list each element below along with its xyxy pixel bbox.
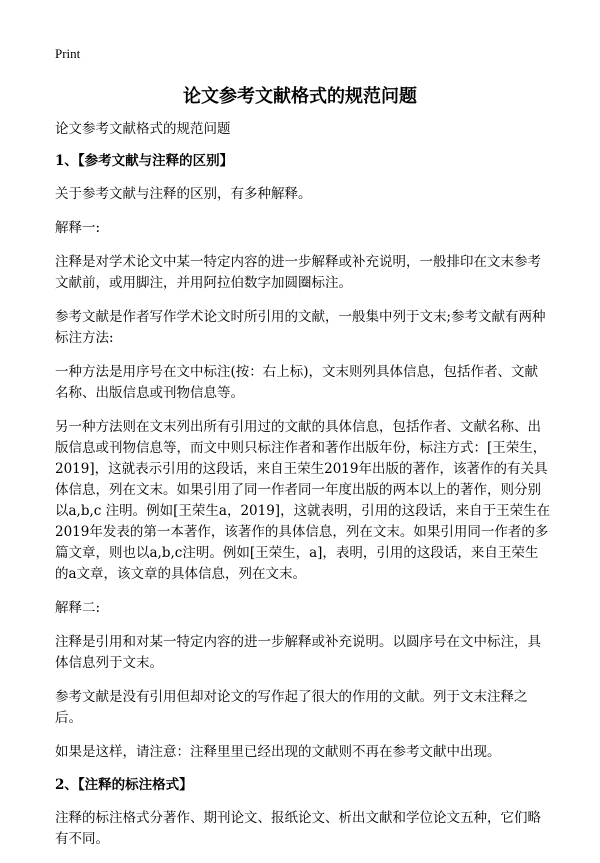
paragraph-reference-definition: 参考文献是作者写作学术论文时所引用的文献，一般集中列于文末;参考文献有两种标注方法: (55, 309, 546, 346)
explanation-label-2: 解释二: (55, 600, 101, 616)
document-body (55, 119, 551, 863)
explanation-label-1: 解释一: (55, 220, 101, 236)
paragraph-note: 如果是这样，请注意：注释里里已经出现的文献则不再在参考文献中出现。 (55, 744, 501, 760)
paragraph-reference-definition-2: 参考文献是没有引用但却对论文的写作起了很大的作用的文献。列于文末注释之后。 (55, 689, 528, 726)
paragraph-footnote-definition: 注释是对学术论文中某一特定内容的进一步解释或补充说明，一般排印在文末参考文献前，或用脚注，并用阿拉伯数字加圆圈标注。 (55, 254, 541, 291)
print-label: Print (55, 46, 81, 61)
paragraph-footnote-definition-2: 注释是引用和对某一特定内容的进一步解释或补充说明。以圆序号在文中标注，具体信息列于文末。 (55, 634, 541, 671)
section-heading-2: 2、【注释的标注格式】 (55, 777, 193, 793)
paragraph-annotation-format: 注释的标注格式分著作、期刊论文、报纸论文、析出文献和学位论文五种，它们略有不同。 (55, 810, 541, 847)
document-title: 论文参考文献格式的规范问题 (183, 86, 417, 107)
document-subtitle: 论文参考文献格式的规范问题 (55, 121, 231, 137)
section-heading-1: 1、【参考文献与注释的区别】 (55, 153, 234, 169)
paragraph-intro: 关于参考文献与注释的区别，有多种解释。 (55, 186, 312, 202)
paragraph-method-one: 一种方法是用序号在文中标注(按：右上标)，文末则列具体信息，包括作者、文献名称、出版信息或刊物信息等。 (55, 364, 539, 401)
paragraph-method-two: 另一种方法则在文末列出所有引用过的文献的具体信息，包括作者、文献名称、出版信息或刊物信息等，而文中则只标注作者和著作出版年份，标注方式：[王荣生，2019]，这就表示引用的这段话，来自王荣生2019年出版的著作，该著作的有关具体信息，列在文末。如果引用了同一作者同一年度出版的两本以上的著作，则分别以a,b,c 注明。例如[王荣生a，2019]，这就表明，引用的这段话，来自于王荣生在2019年发表的第一本著作，该著作的具体信息，列在文末。如果引用同一作者的多篇文章，则也以a,b,c注明。例如[王荣生，a]，表明，引用的这段话，来自王荣生的a文章，该文章的具体信息，列在文末。 (55, 419, 551, 582)
